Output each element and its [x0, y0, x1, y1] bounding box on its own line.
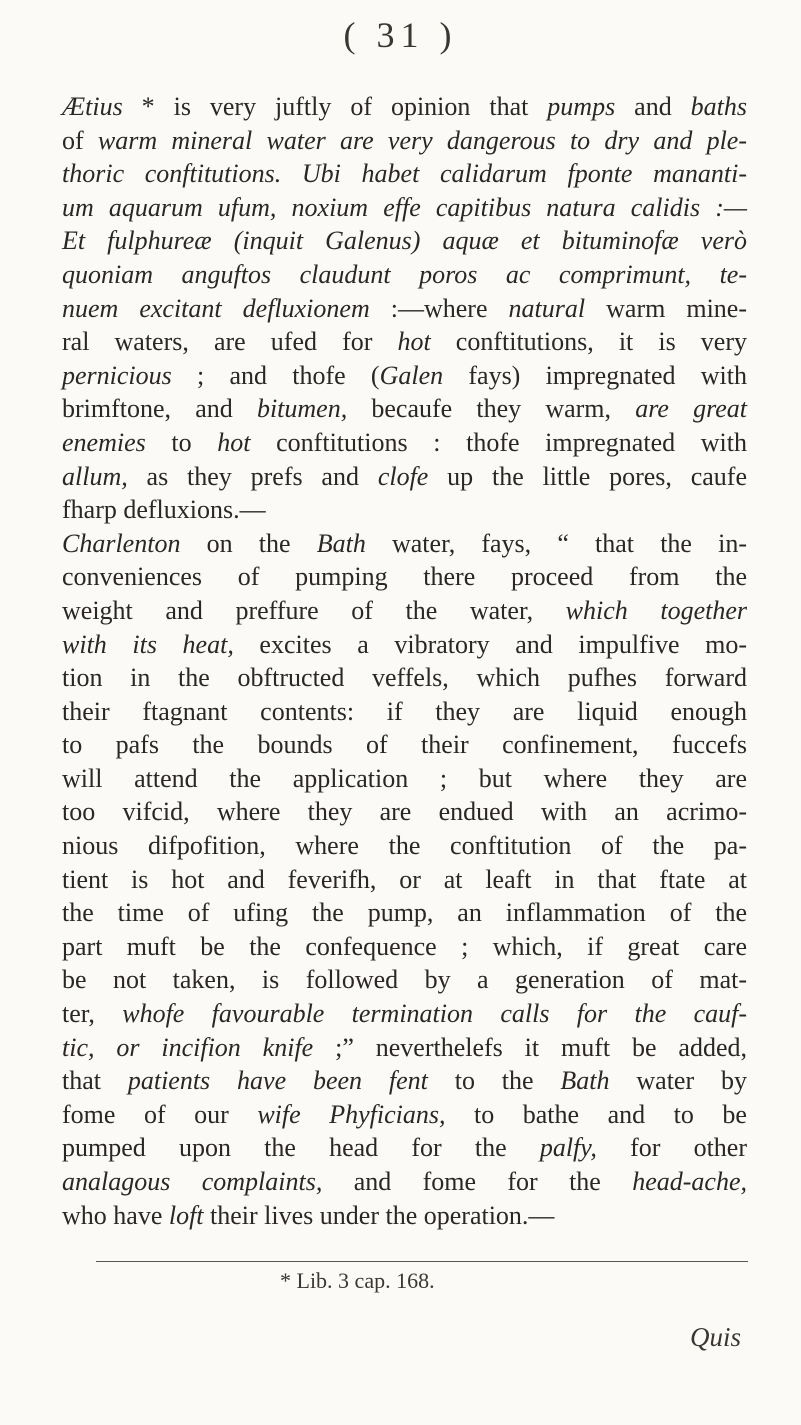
italic-segment: which together: [565, 595, 747, 625]
text-line: [62, 258, 747, 292]
text-segment: tion in the obftructed veffels, which pufhes forward: [62, 663, 747, 693]
italic-segment: thoric conftitutions. Ubi habet calidarum fponte mananti-: [62, 159, 747, 189]
text-line: [62, 795, 747, 829]
italic-segment: patients have been fent: [127, 1066, 428, 1096]
text-line: [62, 1131, 747, 1165]
italic-segment: wife Phyficians,: [257, 1099, 446, 1129]
text-line: [62, 963, 747, 997]
text-line: [62, 930, 747, 964]
italic-segment: warm mineral water are very dangerous to dry and ple-: [97, 125, 747, 155]
text-segment: will attend the application ; but where they are: [62, 763, 747, 793]
italic-segment: natural: [508, 293, 586, 323]
italic-segment: Bath: [316, 528, 366, 558]
italic-segment: bitumen,: [256, 394, 348, 424]
text-segment: their ftagnant contents: if they are liquid enough: [62, 696, 747, 726]
text-segment: the time of ufing the pump, an inflammation of the: [62, 898, 747, 928]
text-line: [62, 392, 747, 426]
text-segment: for other: [596, 1133, 747, 1163]
text-segment: and: [615, 92, 691, 121]
text-line: [62, 90, 747, 124]
italic-segment: quoniam anguftos claudunt poros ac comprimunt, te-: [62, 259, 747, 289]
text-line: [62, 594, 747, 628]
text-line: [62, 527, 747, 561]
italic-segment: analagous complaints,: [62, 1167, 323, 1196]
text-segment: of: [62, 125, 98, 155]
text-segment: warm mine-: [585, 293, 747, 323]
text-line: [62, 695, 747, 729]
catchword: Quis: [690, 1322, 742, 1352]
text-segment: becaufe they warm,: [347, 394, 636, 424]
italic-segment: pumps: [547, 92, 616, 121]
text-segment: too vifcid, where they are endued with an acrimo-: [62, 797, 747, 827]
text-line: [62, 224, 747, 258]
text-segment: brimftone, and: [62, 394, 257, 424]
text-line: [62, 157, 747, 191]
text-line: [62, 493, 747, 527]
italic-segment: nuem excitant defluxionem: [62, 293, 370, 323]
text-line: [62, 1064, 747, 1098]
italic-segment: Ætius: [62, 92, 123, 121]
text-segment: nious difpofition, where the conftitution of the pa-: [62, 831, 747, 861]
text-line: [62, 829, 747, 863]
footnote-rule: [96, 1261, 748, 1262]
body-text: [62, 90, 747, 1232]
text-segment: to: [145, 427, 218, 457]
text-line: [62, 325, 747, 359]
text-line: [62, 628, 747, 662]
text-line: [62, 359, 747, 393]
text-segment: to the: [427, 1066, 561, 1096]
text-line: [62, 124, 747, 158]
text-segment: part muft be the confequence ; which, if great care: [62, 931, 747, 961]
italic-segment: with its heat,: [62, 629, 234, 659]
text-segment: water by: [609, 1066, 747, 1096]
italic-segment: enemies: [62, 427, 146, 457]
text-segment: excites a vibratory and impulfive mo-: [233, 629, 747, 659]
text-segment: as they prefs and: [127, 461, 378, 491]
text-segment: fays) impregnated with: [443, 360, 747, 390]
italic-segment: hot: [397, 327, 431, 357]
text-segment: fome of our: [62, 1099, 258, 1129]
text-line: [62, 426, 747, 460]
text-segment: who have: [62, 1200, 169, 1230]
text-segment: ral waters, are ufed for: [62, 327, 398, 357]
text-segment: on the: [180, 528, 317, 558]
text-line: [62, 728, 747, 762]
text-line: [62, 292, 747, 326]
italic-segment: loft: [168, 1200, 204, 1230]
page-number: ( 31 ): [343, 15, 458, 55]
text-segment: tient is hot and feverifh, or at leaft in that ftate at: [62, 864, 747, 894]
italic-segment: um aquarum ufum, noxium effe capitibus natura calidis :—: [62, 192, 747, 222]
text-segment: pumped upon the head for the: [62, 1133, 540, 1163]
italic-segment: Charlenton: [62, 528, 181, 558]
italic-segment: palfy,: [539, 1133, 597, 1163]
footnote: * Lib. 3 cap. 168.: [280, 1268, 435, 1293]
italic-segment: pernicious: [62, 360, 172, 390]
text-segment: weight and preffure of the water,: [62, 595, 566, 625]
italic-segment: clofe: [377, 461, 429, 491]
text-segment: ;” neverthelefs it muft be added,: [313, 1032, 747, 1062]
text-segment: fharp defluxions.—: [62, 495, 266, 525]
text-line: [62, 896, 747, 930]
italic-segment: whofe favourable termination calls for the cauf-: [122, 999, 747, 1029]
italic-segment: Galen: [379, 360, 444, 390]
italic-segment: hot: [217, 427, 251, 457]
italic-segment: allum,: [62, 461, 128, 491]
text-line: [62, 191, 747, 225]
italic-segment: tic, or incifion knife: [62, 1032, 314, 1062]
text-segment: up the little pores, caufe: [428, 461, 747, 491]
italic-segment: baths: [690, 92, 747, 121]
text-segment: ; and thofe (: [171, 360, 380, 390]
italic-segment: Et fulphureæ (inquit Galenus) aquæ et bituminofæ verò: [62, 226, 747, 256]
text-line: [62, 661, 747, 695]
text-line: [62, 1098, 747, 1132]
text-segment: :—where: [369, 293, 509, 323]
text-segment: water, fays, “ that the in-: [365, 528, 748, 558]
text-segment: conveniences of pumping there proceed from the: [62, 562, 747, 592]
text-line: [62, 1031, 747, 1065]
text-segment: * is very juftly of opinion that: [122, 92, 548, 121]
italic-segment: Bath: [560, 1066, 610, 1096]
text-segment: and fome for the: [322, 1167, 633, 1196]
text-line: [62, 863, 747, 897]
text-line: [62, 460, 747, 494]
text-segment: ter,: [62, 999, 123, 1029]
text-segment: their lives under the operation.—: [203, 1200, 555, 1230]
text-segment: conftitutions, it is very: [430, 327, 748, 357]
text-segment: to pafs the bounds of their confinement, fuccefs: [62, 730, 747, 760]
italic-segment: are great: [635, 394, 747, 424]
text-segment: to bathe and to be: [445, 1099, 747, 1129]
text-line: [62, 762, 747, 796]
text-line: [62, 1199, 747, 1233]
text-segment: that: [62, 1066, 128, 1096]
text-line: [62, 1165, 747, 1199]
text-segment: conftitutions : thofe impregnated with: [250, 427, 747, 457]
text-line: [62, 560, 747, 594]
italic-segment: head-ache,: [632, 1167, 748, 1196]
text-line: [62, 997, 747, 1031]
text-segment: be not taken, is followed by a generation of mat-: [62, 965, 747, 995]
